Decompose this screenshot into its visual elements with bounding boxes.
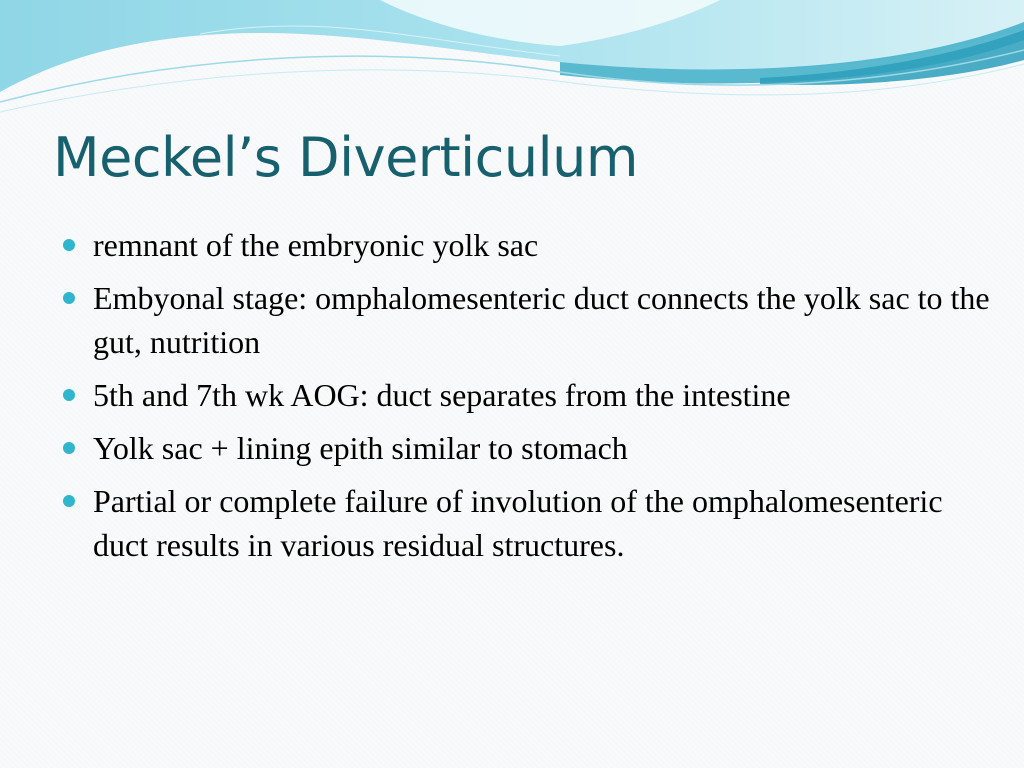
bullet-item — [63, 479, 1003, 567]
bullet-item — [63, 276, 1003, 364]
bullet-text: remnant of the embryonic yolk sac — [93, 227, 539, 263]
bullet-item — [63, 426, 1003, 470]
bullet-dot-icon — [63, 442, 75, 454]
bullet-dot-icon — [63, 495, 75, 507]
bullet-list — [63, 223, 1003, 576]
bullet-dot-icon — [63, 389, 75, 401]
bullet-text: 5th and 7th wk AOG: duct separates from the intestine — [93, 377, 791, 413]
bullet-text: Yolk sac + lining epith similar to stomach — [93, 430, 628, 466]
slide-title: Meckel’s Diverticulum — [53, 126, 638, 189]
bullet-text: Partial or complete failure of involution of the omphalomesenteric duct results in various residual structures. — [93, 483, 943, 563]
bullet-dot-icon — [63, 239, 75, 251]
bullet-dot-icon — [63, 292, 75, 304]
bullet-text: Embyonal stage: omphalomesenteric duct connects the yolk sac to the gut, nutrition — [93, 280, 990, 360]
wave-header-decoration — [0, 0, 1024, 130]
bullet-item — [63, 223, 1003, 267]
bullet-item — [63, 373, 1003, 417]
